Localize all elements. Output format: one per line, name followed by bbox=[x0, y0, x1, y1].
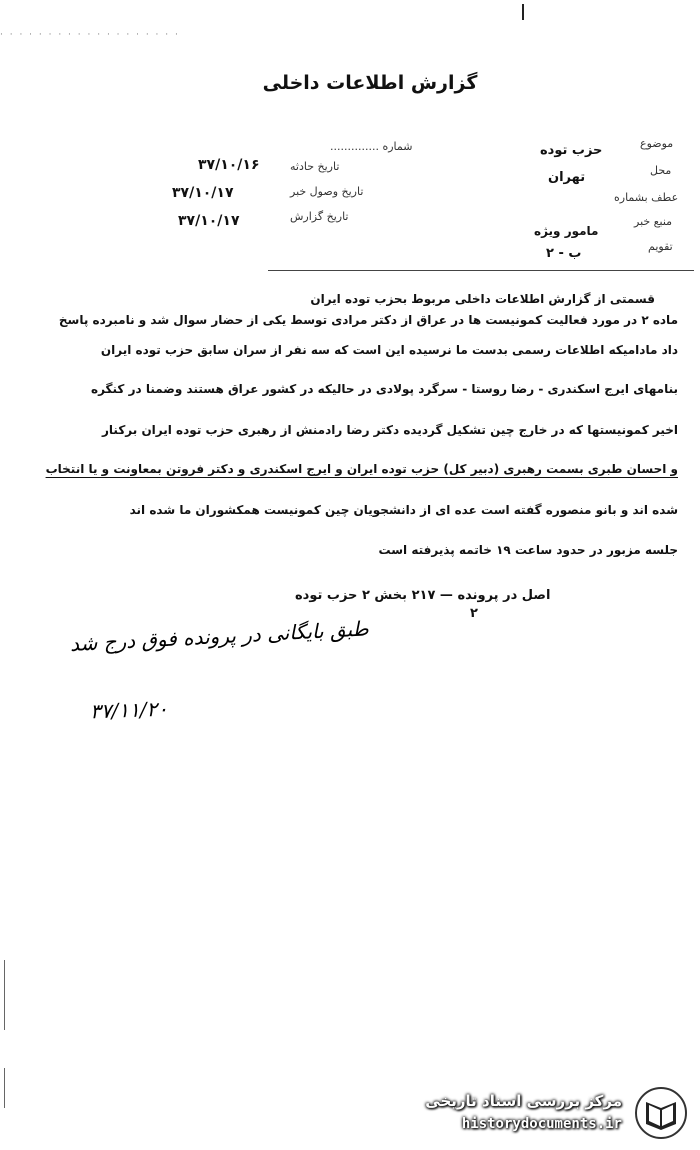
tarikh-vosul-label: تاریخ وصول خبر bbox=[290, 185, 364, 198]
book-logo-icon bbox=[634, 1086, 688, 1140]
manba-value: مامور ویژه bbox=[534, 224, 599, 238]
tarikh-vosul-value: ۳۷/۱۰/۱۷ bbox=[172, 185, 234, 201]
taqvim-label: تقویم bbox=[648, 240, 673, 253]
body-line-1: قسمتی از گزارش اطلاعات داخلی مربوط بحزب توده ایران bbox=[310, 292, 655, 306]
mozu-label: موضوع bbox=[640, 137, 674, 150]
scan-margin-line bbox=[4, 1068, 5, 1108]
body-line-7: شده اند و بانو منصوره گفته است عده ای از دانشجویان چین کمونیست همکشوران ما شده اند bbox=[129, 503, 678, 517]
body-line-5: اخیر کمونیستها که در خارج چین تشکیل گردیده دکتر رضا رادمنش از رهبری حزب توده ایران برکنار bbox=[102, 423, 678, 437]
taqvim-value: ب - ۲ bbox=[546, 246, 582, 261]
asl-label: اصل در پرونده bbox=[457, 588, 551, 603]
document-title: گزارش اطلاعات داخلی bbox=[262, 72, 478, 94]
tarikh-gozaresh-value: ۳۷/۱۰/۱۷ bbox=[178, 213, 240, 229]
mahal-label: محل bbox=[650, 164, 672, 177]
body-line-3: داد مادامیکه اطلاعات رسمی بدست ما نرسیده این است که سه نفر از سران سابق حزب توده ایران bbox=[100, 343, 678, 357]
manba-label: منبع خبر bbox=[634, 215, 673, 228]
handwritten-date: ۳۷/۱۱/۲۰ bbox=[89, 696, 169, 724]
watermark-org-name: مرکز بررسی اسناد تاریخی bbox=[425, 1092, 622, 1110]
tarikh-hadese-value: ۳۷/۱۰/۱۶ bbox=[198, 157, 260, 173]
mahal-value: تهران bbox=[548, 170, 586, 185]
handwritten-note: طبق بایگانی در پرونده فوق درج شد bbox=[69, 616, 370, 656]
header-divider bbox=[268, 270, 694, 271]
body-line-2: ماده ۲ در مورد فعالیت کمونیست ها در عراق از دکتر مرادی توسط یکی از حضار سوال شد و نامبرده پاسخ bbox=[58, 313, 678, 327]
asl-sub: ۲ bbox=[470, 606, 478, 621]
top-mark bbox=[522, 4, 524, 20]
scan-margin-line bbox=[4, 960, 5, 1030]
scan-noise: · · · · · · · · · · · · · · · · · · · bbox=[0, 30, 180, 40]
body-line-8: جلسه مزبور در حدود ساعت ۱۹ خاتمه پذیرفته است bbox=[378, 543, 678, 557]
body-line-6: و احسان طبری بسمت رهبری (دبیر کل) حزب توده ایران و ایرج اسکندری و دکتر فروتن بمعاونت و یا انتخاب bbox=[45, 462, 678, 476]
tarikh-gozaresh-label: تاریخ گزارش bbox=[290, 210, 349, 223]
atf-label: عطف بشماره bbox=[614, 191, 679, 204]
shomare-label: شماره .............. bbox=[330, 140, 413, 153]
watermark-website: historydocuments.ir bbox=[461, 1116, 622, 1132]
mozu-value: حزب توده bbox=[540, 143, 603, 158]
asl-reference: اصل در پرونده — ۲۱۷ بخش ۲ حزب توده bbox=[295, 588, 551, 603]
body-line-4: بنامهای ایرج اسکندری - رضا روستا - سرگرد پولادی در حالیکه در کشور عراق هستند وضمنا در کنگره bbox=[91, 382, 678, 396]
tarikh-hadese-label: تاریخ حادثه bbox=[290, 160, 340, 173]
asl-value: ۲۱۷ بخش ۲ حزب توده bbox=[295, 588, 436, 603]
